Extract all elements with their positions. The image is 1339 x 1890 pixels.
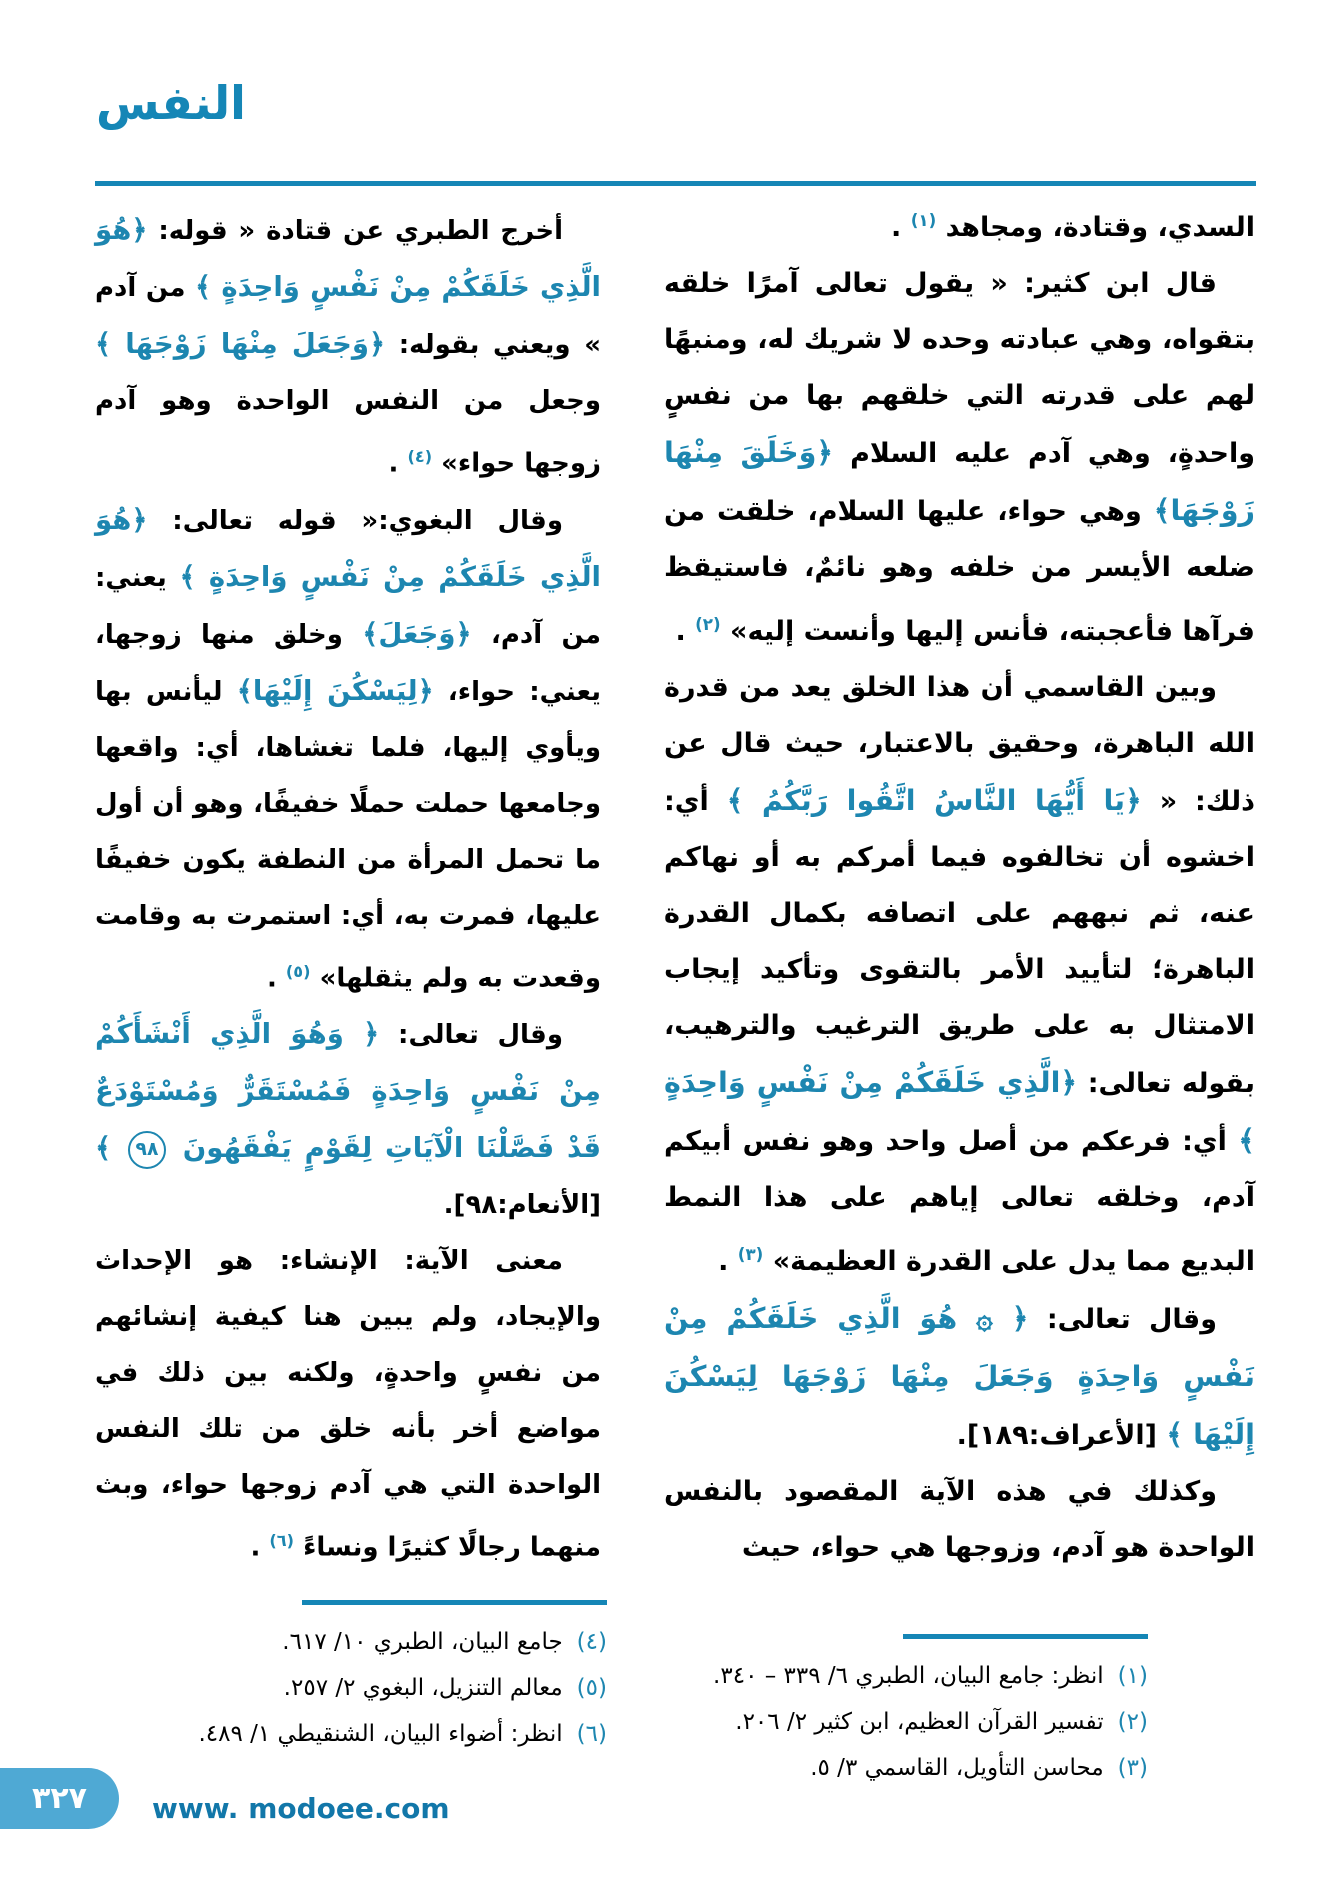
body-text: ليأنس بها ويأوي إليها، فلما تغشاها، أي: واقعها وجامعها حملت حملًا خفيفًا، وهو أن أول ما تحمل المرأة من النطفة يكون خفيفًا عليها، فمرت به، أي: استمرت به وقامت وقعدت به ولم يثقلها» bbox=[95, 676, 601, 994]
footnotes-left bbox=[95, 1600, 607, 1757]
footnote-separator bbox=[302, 1600, 607, 1605]
body-text: قال ابن كثير: « يقول تعالى آمرًا خلقه بتقواه، وهي عبادته وحده لا شريك له، ومنبهًا لهم على قدرته التي خلقهم بها من نفسٍ واحدةٍ، وهي آدم عليه السلام bbox=[664, 268, 1255, 469]
footnote-ref: (٤) bbox=[407, 447, 433, 466]
footnote-text: معالم التنزيل، البغوي ٢/ ٢٥٧. bbox=[283, 1675, 563, 1701]
body-text: أي: فرعكم من أصل واحد وهو نفس أبيكم آدم، وخلقه تعالى إياهم على هذا النمط البديع مما يدل على القدرة العظيمة» bbox=[664, 1126, 1255, 1277]
footnote-separator bbox=[903, 1634, 1148, 1639]
footnote-ref: (٥) bbox=[285, 961, 311, 981]
body-text: من آدم » ويعني بقوله: bbox=[95, 273, 601, 360]
quran-verse: ﴿هُوَ الَّذِي خَلَقَكُمْ مِنْ نَفْسٍ وَاحِدَةٍ ﴾ bbox=[95, 214, 601, 303]
body-text: يعني: من آدم، bbox=[95, 562, 601, 650]
quran-verse: ﴿لِيَسْكُنَ إِلَيْهَا﴾ bbox=[236, 674, 434, 707]
body-text: . bbox=[891, 212, 911, 243]
footnote-number: (٦) bbox=[576, 1721, 607, 1747]
paragraph bbox=[664, 660, 1255, 1290]
footnote-ref: (١) bbox=[910, 210, 937, 230]
body-text: وجعل من النفس الواحدة وهو آدم زوجها حواء» bbox=[95, 386, 601, 479]
quran-verse: ﴿وَجَعَلَ﴾ bbox=[362, 617, 472, 650]
quran-verse: ﴿هُوَ الَّذِي خَلَقَكُمْ مِنْ نَفْسٍ وَاحِدَةٍ ﴾ bbox=[95, 503, 601, 593]
body-text: وخلق منها زوجها، يعني: حواء، bbox=[95, 619, 601, 707]
quran-verse: ﴾ bbox=[95, 1132, 124, 1165]
footnote-ref: (٢) bbox=[695, 614, 721, 634]
body-text: أي: اخشوه أن تخالفوه فيما أمركم به أو نهاكم عنه، ثم نبههم على اتصافه بكمال القدرة الباهرة؛ لتأييد الأمر بالتقوى وتأكيد إيجاب الامتثال به على طريق الترغيب والترهيب، بقوله تعالى: bbox=[664, 786, 1255, 1099]
body-text: [الأنعام:٩٨]. bbox=[443, 1190, 601, 1221]
paragraph bbox=[95, 1006, 601, 1233]
paragraph bbox=[95, 492, 601, 1007]
aya-number: ٩٨ bbox=[128, 1131, 166, 1169]
paragraph bbox=[95, 202, 601, 492]
footnote-text: جامع البيان، الطبري ١٠/ ٦١٧. bbox=[282, 1629, 563, 1655]
website-url: www. modoee.com bbox=[152, 1792, 450, 1825]
footnotes-right bbox=[632, 1634, 1148, 1791]
paragraph bbox=[664, 192, 1255, 256]
body-text: . bbox=[718, 1246, 738, 1277]
footnote-ref: (٦) bbox=[269, 1531, 295, 1551]
page-number-pill bbox=[0, 1768, 119, 1829]
quran-verse: ﴿الَّذِي خَلَقَكُمْ مِنْ نَفْسٍ وَاحِدَةٍ ﴾ bbox=[664, 1065, 1255, 1157]
paragraph bbox=[664, 256, 1255, 660]
body-text: معنى الآية: الإنشاء: هو الإحداث والإيجاد، ولم يبين هنا كيفية إنشائهم من نفسٍ واحدةٍ، ولكنه بين ذلك في مواضع أخر بأنه خلق من تلك النفس الواحدة التي هي آدم زوجها حواء، وبث منهما رجالًا كثيرًا ونساءً bbox=[95, 1246, 601, 1563]
text-column-right bbox=[664, 192, 1255, 1576]
body-text: [الأعراف:١٨٩]. bbox=[956, 1420, 1167, 1451]
footnote bbox=[95, 1619, 607, 1665]
footnote-number: (٤) bbox=[576, 1629, 607, 1655]
quran-verse: ﴿وَخَلَقَ مِنْهَا زَوْجَهَا﴾ bbox=[664, 435, 1255, 527]
footnote bbox=[95, 1665, 607, 1711]
quran-verse: ﴿يَا أَيُّهَا النَّاسُ اتَّقُوا رَبَّكُمُ ﴾ bbox=[726, 783, 1142, 817]
body-text: أخرج الطبري عن قتادة « قوله: bbox=[147, 216, 563, 246]
footnote bbox=[632, 1745, 1148, 1791]
quran-verse: ﴿وَجَعَلَ مِنْهَا زَوْجَهَا ﴾ bbox=[95, 328, 386, 360]
footnote-text: انظر: جامع البيان، الطبري ٦/ ٣٣٩ – ٣٤٠. bbox=[713, 1663, 1104, 1689]
quran-verse: ﴿ وَهُوَ الَّذِي أَنْشَأَكُمْ مِنْ نَفْسٍ وَاحِدَةٍ فَمُسْتَقَرٌّ وَمُسْتَوْدَعٌ قَدْ فَصَّلْنَا الْآيَاتِ لِقَوْمٍ يَفْقَهُونَ bbox=[95, 1018, 601, 1165]
footnote-text: تفسير القرآن العظيم، ابن كثير ٢/ ٢٠٦. bbox=[735, 1709, 1104, 1735]
body-text: وبين القاسمي أن هذا الخلق يعد من قدرة الله الباهرة، وحقيق بالاعتبار، حيث قال عن ذلك: « bbox=[664, 672, 1255, 817]
footnote-ref: (٣) bbox=[737, 1244, 764, 1264]
body-text: . bbox=[266, 963, 286, 994]
paragraph bbox=[664, 1464, 1255, 1576]
body-text: السدي، وقتادة، ومجاهد bbox=[936, 212, 1255, 243]
footnote-text: انظر: أضواء البيان، الشنقيطي ١/ ٤٨٩. bbox=[198, 1721, 563, 1747]
body-text: . bbox=[388, 448, 408, 479]
footnote-number: (٢) bbox=[1117, 1709, 1148, 1735]
footnote bbox=[632, 1653, 1148, 1699]
footnote-number: (١) bbox=[1117, 1663, 1148, 1689]
paragraph bbox=[95, 1233, 601, 1576]
body-text: وهي حواء، عليها السلام، خلقت من ضلعه الأيسر من خلفه وهو نائمٌ، فاستيقظ فرآها فأعجبته، فأنس إليها وأنست إليه» bbox=[664, 496, 1255, 647]
chapter-title: النفس bbox=[96, 76, 246, 130]
body-text: . bbox=[250, 1532, 270, 1563]
body-text: وقال تعالى: bbox=[1028, 1304, 1217, 1335]
footnote-number: (٥) bbox=[576, 1675, 607, 1701]
header-rule bbox=[95, 181, 1256, 186]
body-text: وقال تعالى: bbox=[379, 1020, 563, 1051]
text-column-left bbox=[95, 202, 601, 1576]
body-text: . bbox=[675, 616, 696, 647]
footnote-text: محاسن التأويل، القاسمي ٣/ ٥. bbox=[810, 1755, 1104, 1781]
quran-verse: ﴿ ۞ هُوَ الَّذِي خَلَقَكُمْ مِنْ نَفْسٍ وَاحِدَةٍ وَجَعَلَ مِنْهَا زَوْجَهَا لِيَسْكُنَ إِلَيْهَا ﴾ bbox=[664, 1301, 1255, 1451]
footnote bbox=[95, 1711, 607, 1757]
footnote-number: (٣) bbox=[1117, 1755, 1148, 1781]
page-number: ٣٢٧ bbox=[32, 1781, 87, 1816]
body-text: وكذلك في هذه الآية المقصود بالنفس الواحدة هو آدم، وزوجها هي حواء، حيث bbox=[664, 1476, 1255, 1563]
paragraph bbox=[664, 1290, 1255, 1464]
footnote bbox=[632, 1699, 1148, 1745]
body-text: وقال البغوي:« قوله تعالى: bbox=[147, 505, 563, 536]
